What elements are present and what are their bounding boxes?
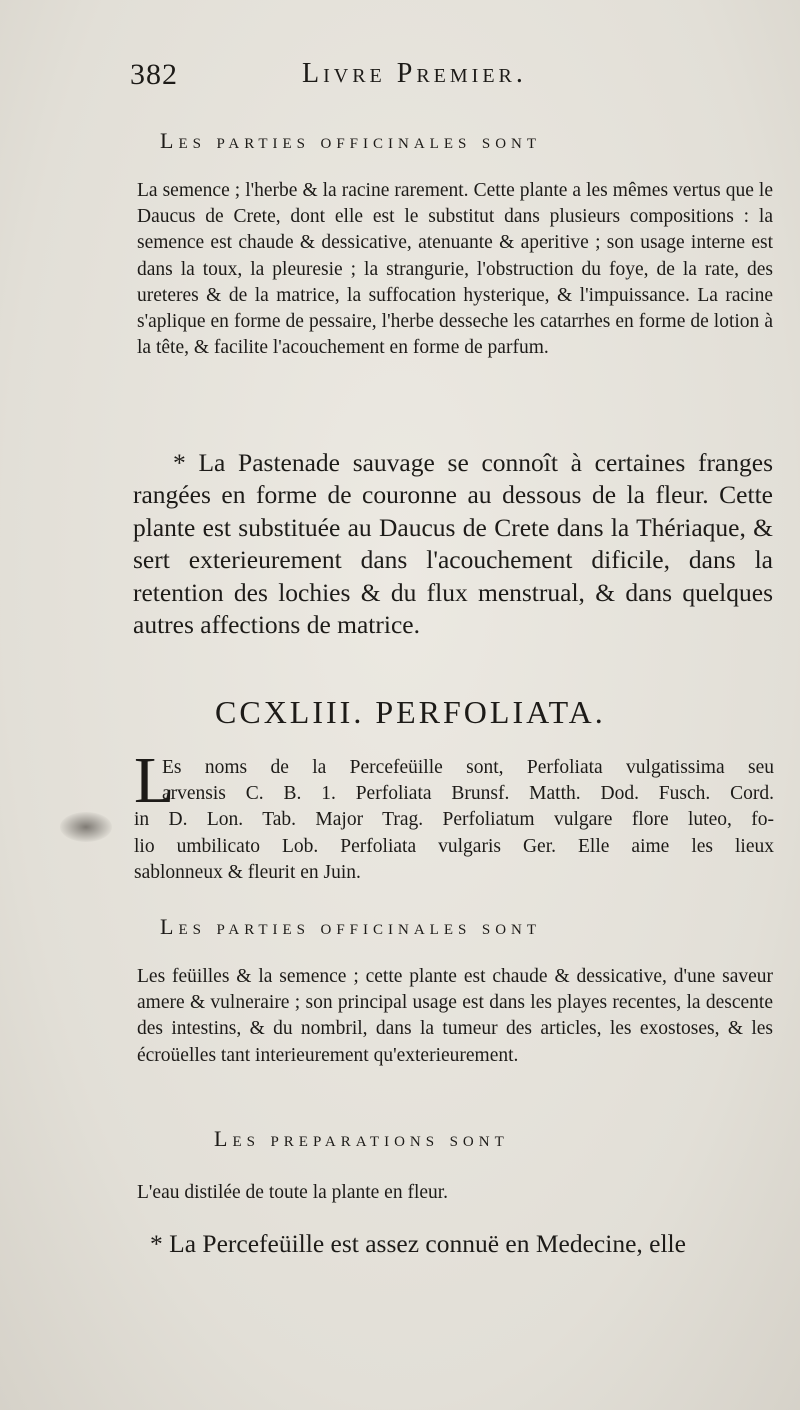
note-pastenade: * La Pastenade sauvage se connoît à certaines franges rangées en forme de couronne au dessous de la fleur. Cette plante est substituée au Daucus de Crete dans la Thériaque, & sert exterieurement dans l'acouchement dificile, dans la retention des lochies & du flux menstrual, & dans quelques autres affections de matrice. bbox=[133, 448, 773, 640]
section-heading-officinales-1: Les parties officinales sont bbox=[160, 128, 542, 153]
running-title: Livre Premier. bbox=[302, 58, 527, 89]
names-line: in D. Lon. Tab. Major Trag. Perfoliatum vulgare flore luteo, fo- bbox=[134, 809, 774, 831]
names-paragraph bbox=[134, 755, 774, 886]
page-number: 382 bbox=[130, 58, 178, 91]
ink-smudge bbox=[60, 812, 112, 842]
drop-cap: L bbox=[134, 744, 175, 817]
paragraph-officinales-1: La semence ; l'herbe & la racine rarement. Cette plante a les mêmes vertus que le Daucus de Crete, dont elle est le substitut dans plusieurs compositions : la semence est chaude & dessicative, atenuante & aperitive ; son usage interne est dans la toux, la pleuresie ; la strangurie, l'obstruction du foye, de la rate, des ureteres & de la matrice, la suffocation hysterique, & l'impuissance. La racine s'aplique en forme de pessaire, l'herbe desseche les catarrhes en forme de lotion à la tête, & facilite l'acouchement en forme de parfum. bbox=[137, 180, 773, 359]
names-line: sablonneux & fleurit en Juin. bbox=[134, 861, 361, 883]
section-heading-officinales-2: Les parties officinales sont bbox=[160, 914, 542, 939]
names-line: arvensis C. B. 1. Perfoliata Brunsf. Matth. Dod. Fusch. Cord. bbox=[162, 783, 774, 805]
note-percefeuille: * La Percefeüille est assez connuë en Medecine, elle bbox=[150, 1229, 686, 1258]
chapter-title: CCXLIII. PERFOLIATA. bbox=[215, 694, 606, 730]
names-line: lio umbilicato Lob. Perfoliata vulgaris Ger. Elle aime les lieux bbox=[134, 835, 774, 857]
paragraph-officinales-2: Les feüilles & la semence ; cette plante est chaude & dessicative, d'une saveur amere & vulneraire ; son principal usage est dans les playes recentes, la descente des intestins, & du nombril, dans la tumeur des articles, les exostoses, & les écroüelles tant interieurement qu'exterieurement. bbox=[137, 966, 773, 1066]
paragraph-preparations: L'eau distilée de toute la plante en fleur. bbox=[137, 1182, 449, 1203]
section-heading-preparations: Les preparations sont bbox=[214, 1126, 509, 1151]
names-line: Es noms de la Percefeüille sont, Perfoliata vulgatissima seu bbox=[162, 757, 774, 778]
page-header bbox=[130, 58, 770, 98]
